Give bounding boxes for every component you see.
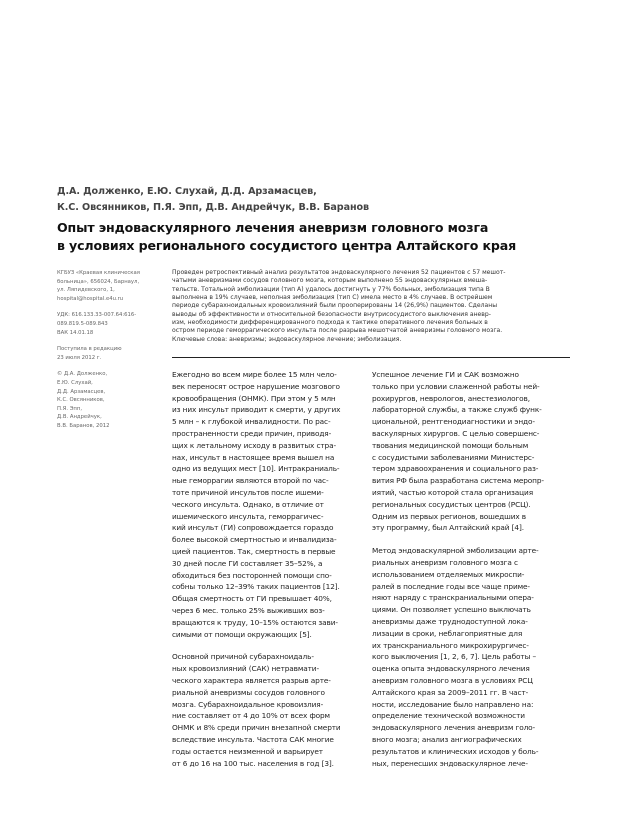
body-line: вследствие инсульта. Частота САК многие xyxy=(172,734,334,744)
body-line: эндоваскулярного лечения аневризм голо- xyxy=(372,723,536,733)
article-abstract xyxy=(172,269,570,344)
body-line: васкулярных хирургов. С целью совершенс- xyxy=(372,428,540,438)
copyright-line: © Д.А. Долженко, xyxy=(57,371,108,378)
body-line: лабораторной службы, а также служб функ- xyxy=(372,405,542,415)
body-line: Алтайского края за 2009–2011 гг. В част- xyxy=(372,687,529,697)
body-line: тером здравоохранения и социального раз- xyxy=(372,464,539,474)
body-column-right xyxy=(372,369,572,769)
body-line: ишемического инсульта, геморрагичес- xyxy=(172,511,324,521)
article-title xyxy=(57,219,587,255)
body-line: вного мозга; анализ ангиографических xyxy=(372,734,522,744)
body-line: от 6 до 16 на 100 тыс. населения в год [3]. xyxy=(172,758,334,768)
body-line: ных кровоизлияний (САК) нетравмати- xyxy=(172,664,319,674)
body-line: пространенности среди причин, приводя- xyxy=(172,428,332,438)
authors-line: К.С. Овсянников, П.Я. Эпп, Д.В. Андрейчук, В.В. Баранов xyxy=(57,202,369,213)
affiliation-line: больница», 656024, Барнаул, xyxy=(57,278,140,285)
abstract-line: чатыми аневризмами сосудов головного мозга, которым выполнено 55 эндоваскулярных вмеша- xyxy=(172,277,488,285)
body-line: собны только 12–39% таких пациентов [12]. xyxy=(172,582,340,592)
body-line: из них инсульт приводит к смерти, у других xyxy=(172,405,341,415)
abstract-line: остром периоде геморрагического инсульта после разрыва мешотчатой аневризмы головного мозга. xyxy=(172,327,503,335)
body-line: няют наряду с транскраниальными опера- xyxy=(372,593,534,603)
body-line: Основной причиной субарахноидаль- xyxy=(172,652,314,662)
body-line: 30 дней после ГИ составляет 35–52%, а xyxy=(172,558,323,568)
copyright-line: К.С. Овсянников, xyxy=(57,397,105,404)
article-sidebar xyxy=(57,269,159,431)
body-line: кровообращения (ОНМК). При этом у 5 млн xyxy=(172,393,336,403)
vak-code: ВАК 14.01.18 xyxy=(57,329,94,336)
body-line: Одним из первых регионов, вошедших в xyxy=(372,511,527,521)
body-line: вращаются к труду, 10–15% остаются зави- xyxy=(172,617,338,627)
body-line: тоте причиной инсультов после ишеми- xyxy=(172,487,324,497)
body-line: аневризм головного мозга в условиях РСЦ xyxy=(372,675,533,685)
title-line: Опыт эндоваскулярного лечения аневризм головного мозга xyxy=(57,220,489,235)
abstract-line: Проведен ретроспективный анализ результатов эндоваскулярного лечения 52 пациентов с 57 мешот- xyxy=(172,269,506,276)
body-line: результатов и клинических исходов у боль- xyxy=(372,746,539,756)
body-line: риальных аневризм головного мозга с xyxy=(372,557,518,567)
body-line: Успешное лечение ГИ и САК возможно xyxy=(372,370,519,379)
body-line: Метод эндоваскулярной эмболизации арте- xyxy=(372,546,539,556)
body-line: региональных сосудистых центров (РСЦ). xyxy=(372,499,531,509)
body-line: только при условии слаженной работы ней- xyxy=(372,381,540,391)
body-line: обходиться без посторонней помощи спо- xyxy=(172,570,332,580)
body-line: риальной аневризмы сосудов головного xyxy=(172,687,325,697)
copyright-line: П.Я. Эпп, xyxy=(57,405,83,412)
affiliation-email: hospital@hospital.e4u.ru xyxy=(57,295,124,302)
body-line: ческого инсульта. Однако, в отличие от xyxy=(172,499,324,509)
body-line: Общая смертность от ГИ превышает 40%, xyxy=(172,594,332,604)
body-line: цией пациентов. Так, смертность в первые xyxy=(172,546,336,556)
body-line: с сосудистыми заболеваниями Министерс- xyxy=(372,452,535,462)
received-date: 23 июля 2012 г. xyxy=(57,354,102,361)
body-line: нах, инсульт в настоящее время вышел на xyxy=(172,452,335,462)
abstract-line: периоде субарахноидальных кровоизлияний были прооперированы 14 (26,9%) пациентов. Сделаны xyxy=(172,302,498,310)
body-line: циональной, рентгенодиагностики и эндо- xyxy=(372,417,535,427)
body-line: симыми от помощи окружающих [5]. xyxy=(172,629,312,639)
authors-line: Д.А. Долженко, Е.Ю. Слухай, Д.Д. Арзамасцев, xyxy=(57,186,317,197)
keywords-line: Ключевые слова: аневризмы; эндоваскулярное лечение; эмболизация. xyxy=(172,335,402,343)
body-line: ческого характера является разрыв арте- xyxy=(172,675,331,685)
copyright-line: В.В. Баранов, 2012 xyxy=(57,422,110,429)
body-line: твования медицинской помощи больным xyxy=(372,440,529,450)
body-line: использованием отделяемых микроспи- xyxy=(372,569,525,579)
body-line: оценка опыта эндоваскулярного лечения xyxy=(372,664,530,674)
udc-code-line: 089.819.5-089.843 xyxy=(57,320,108,327)
body-line: годы остается неизменной и варьирует xyxy=(172,746,323,756)
received-label: Поступила в редакцию xyxy=(57,346,122,353)
body-line: ных, перенесших эндоваскулярное лече- xyxy=(372,758,528,768)
abstract-line: изм, необходимости дифференцированного подхода к тактике оперативного лечения больных в xyxy=(172,319,488,327)
udc-code-line: УДК: 616.133.33-007.64:616- xyxy=(57,312,137,319)
body-line: мозга. Субарахноидальное кровоизлия- xyxy=(172,699,324,709)
body-line: вития РФ была разработана система меропр- xyxy=(372,476,544,486)
body-line: ОНМК и 8% среди причин внезапной смерти xyxy=(172,723,341,733)
body-line: кий инсульт (ГИ) сопровождается гораздо xyxy=(172,523,334,533)
body-line: кого выключения [1, 2, 6, 7]. Цель работы – xyxy=(372,652,537,662)
body-line: ные геморрагии являются второй по час- xyxy=(172,476,329,486)
body-line: более высокой смертностью и инвалидиза- xyxy=(172,535,337,545)
body-line: через 6 мес. только 25% выживших воз- xyxy=(172,605,325,615)
body-line: ности, исследование было направлено на: xyxy=(372,699,534,709)
body-line: одно из ведущих мест [10]. Интракраниаль- xyxy=(172,464,340,474)
copyright-line: Д.Д. Арзамасцев, xyxy=(57,388,106,395)
body-line: циями. Он позволяет успешно выключать xyxy=(372,605,531,615)
body-line: иятий, частью которой стала организация xyxy=(372,487,533,497)
body-line: ралей в последние годы все чаще приме- xyxy=(372,581,530,591)
body-line: щих к летальному исходу в развитых стра- xyxy=(172,440,336,450)
body-line: Ежегодно во всем мире более 15 млн чело- xyxy=(172,370,337,379)
body-line: рохирургов, неврологов, анестезиологов, xyxy=(372,393,530,403)
copyright-line: Д.В. Андрейчук, xyxy=(57,414,102,421)
body-line: их транскраниального микрохирургичес- xyxy=(372,640,529,650)
body-line: эту программу, был Алтайский край [4]. xyxy=(372,523,524,533)
abstract-line: выводы об эффективности и относительной безопасности внутрисосудистого выключения аневр- xyxy=(172,310,491,318)
copyright-line: Е.Ю. Слухай, xyxy=(57,379,93,386)
body-line: определение технической возможности xyxy=(372,711,525,721)
abstract-line: тельств. Тотальной эмболизации (тип А) удалось достигнуть у 77% больных, эмболизация типа В xyxy=(172,285,490,293)
title-line: в условиях регионального сосудистого центра Алтайского края xyxy=(57,238,517,253)
body-column-left xyxy=(172,369,372,769)
article-authors xyxy=(57,184,577,216)
body-line: аневризмы даже труднодоступной лока- xyxy=(372,616,528,626)
body-line: ние составляет от 4 до 10% от всех форм xyxy=(172,711,330,721)
affiliation-line: КГБУЗ «Краевая клиническая xyxy=(57,270,140,276)
abstract-line: выполнена в 19% случаев, неполная эмболизация (тип С) имела место в 4% случаев. В острейшем xyxy=(172,294,493,302)
body-line: 5 млн – к глубокой инвалидности. По рас- xyxy=(172,417,331,427)
abstract-divider xyxy=(172,357,570,358)
affiliation-line: ул. Ляпидевского, 1, xyxy=(57,287,115,294)
body-line: лизации в сроки, неблагоприятные для xyxy=(372,628,523,638)
body-line: век переносят острое нарушение мозгового xyxy=(172,381,340,391)
